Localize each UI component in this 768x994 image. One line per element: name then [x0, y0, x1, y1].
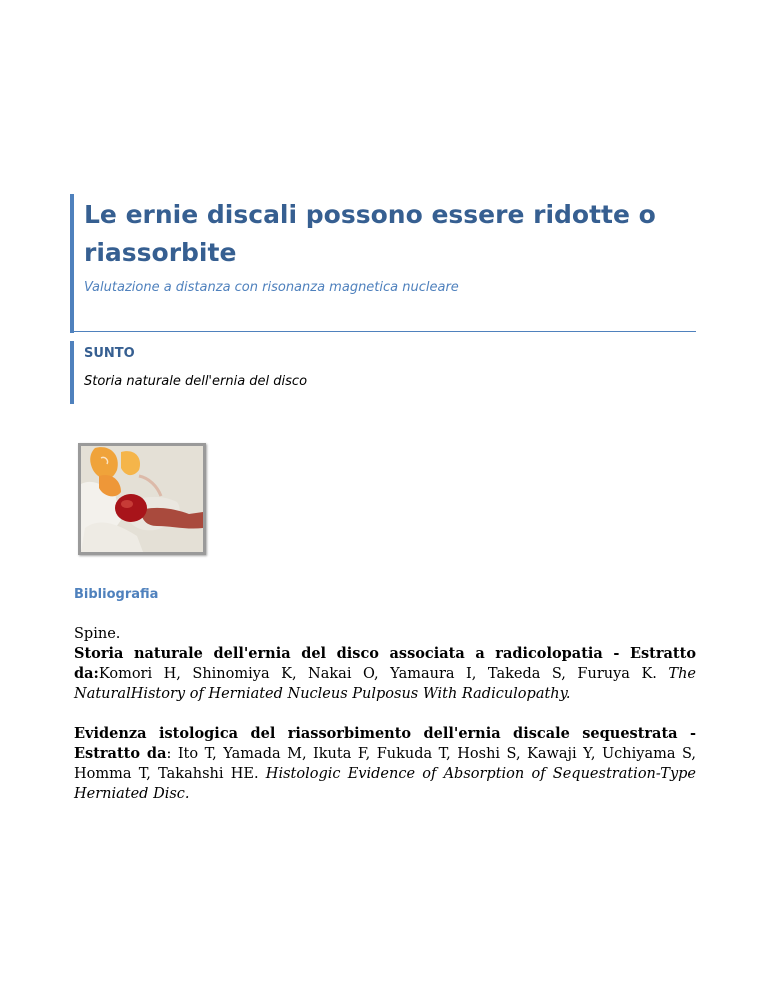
reference-2-authors: : Ito T, Yamada M, Ikuta F, Fukuda T, Hoshi S, Kawaji Y, Uchiyama S, Homma T, Takahshi HE.: [74, 746, 696, 782]
reference-2-title: Evidenza istologica del riassorbimento dell'ernia discale sequestrata - Estratto da: [74, 725, 696, 762]
bibliography-body: [74, 624, 696, 804]
reference-1-title: Storia naturale dell'ernia del disco associata a radicolopatia - Estratto da:: [74, 645, 696, 682]
reference-1-english-title: The NaturalHistory of Herniated Nucleus Pulposus With Radiculopathy.: [74, 666, 696, 702]
reference-1: [74, 644, 696, 704]
bibliography-heading: Bibliografia: [74, 587, 159, 602]
reference-1-authors: Komori H, Shinomiya K, Nakai O, Yamaura I, Takeda S, Furuya K.: [98, 666, 669, 682]
title-divider: [70, 331, 696, 332]
summary-text: Storia naturale dell'ernia del disco: [84, 374, 308, 389]
page-title: Le ernie discali possono essere ridotte o riassorbite: [84, 200, 656, 267]
page-subtitle: Valutazione a distanza con risonanza magnetica nucleare: [84, 280, 459, 295]
reference-2-english-title: Histologic Evidence of Absorption of Sequestration-Type Herniated Disc.: [74, 766, 696, 802]
summary-heading: SUNTO: [84, 346, 135, 361]
reference-2: [74, 724, 696, 804]
spine-disc-illustration: [81, 446, 203, 552]
journal-name: Spine.: [74, 626, 121, 642]
summary-block: [70, 341, 670, 404]
spine-disc-image: [78, 443, 206, 555]
title-block: [70, 194, 696, 333]
